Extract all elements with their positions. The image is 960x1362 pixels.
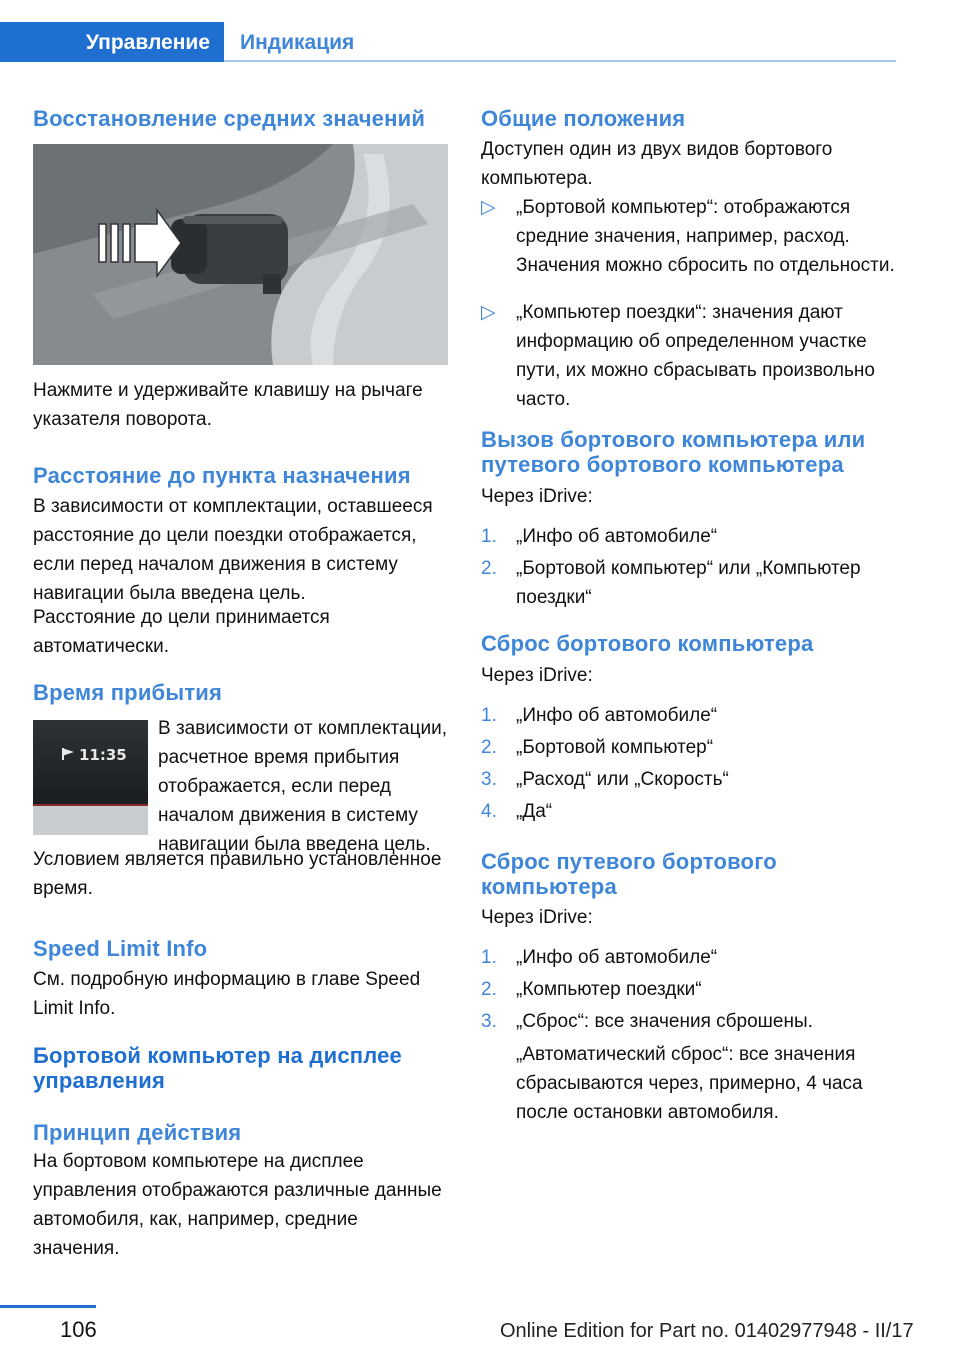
list-number: 1. — [481, 705, 497, 726]
list-item-text: „Бортовой компьютер“ или „Компьютер поездки“ — [516, 558, 861, 608]
bullet-text: „Бортовой компьютер“: отображаются средние значения, например, расход. Значения можно сбросить по отдельности. — [516, 197, 895, 276]
list-number: 1. — [481, 526, 497, 547]
tab-indikatsiya[interactable]: Индикация — [240, 31, 355, 54]
via-idrive-label: Через iDrive: — [481, 907, 593, 928]
arrival-paragraph-2: Условием является правильно установленное время. — [33, 849, 442, 899]
heading-speed-limit-info: Speed Limit Info — [33, 936, 208, 961]
list-item-text: „Компьютер поездки“ — [516, 979, 702, 1000]
flag-icon — [60, 746, 76, 762]
distance-paragraph-2: Расстояние до цели принимается автоматически. — [33, 607, 330, 657]
list-item-text: „Да“ — [516, 801, 553, 822]
header-rule — [224, 60, 896, 62]
list-number: 3. — [481, 1011, 497, 1032]
principle-paragraph: На бортовом компьютере на дисплее управления отображаются различные данные автомобиля, как, например, средние значения. — [33, 1151, 442, 1259]
general-paragraph: Доступен один из двух видов бортового компьютера. — [481, 139, 833, 189]
list-number: 4. — [481, 801, 497, 822]
arrival-paragraph: В зависимости от комплектации, расчетное время прибытия отображается, если перед началом движения в систему навигации была введена цель. — [158, 718, 447, 855]
heading-distance-to-destination: Расстояние до пункта назначения — [33, 463, 411, 488]
edition-footer: Online Edition for Part no. 01402977948 - II/17 — [500, 1320, 914, 1342]
chapter-header — [0, 22, 896, 62]
heading-restore-averages: Восстановление средних значений — [33, 106, 426, 131]
heading-onboard-computer-display: Бортовой компьютер на дисплее управления — [33, 1043, 402, 1093]
page-number: 106 — [60, 1317, 97, 1342]
speed-limit-paragraph: См. подробную информацию в главе Speed Limit Info. — [33, 969, 421, 1019]
clock-time: 11:35 — [79, 746, 127, 764]
list-number: 2. — [481, 737, 497, 758]
list-item-text: „Инфо об автомобиле“ — [516, 947, 718, 968]
stalk-button-photo — [33, 144, 448, 365]
list-number: 1. — [481, 947, 497, 968]
heading-reset-trip: Сброс путевого бортового компьютера — [481, 849, 777, 899]
auto-reset-note: „Автоматический сброс“: все значения сбрасываются через, примерно, 4 часа после остановки автомобиля. — [516, 1044, 863, 1123]
bullet-text: „Компьютер поездки“: значения дают информацию об определенном участке пути, их можно сбрасывать произвольно часто. — [516, 302, 875, 410]
list-number: 2. — [481, 979, 497, 1000]
restore-instruction: Нажмите и удерживайте клавишу на рычаге указателя поворота. — [33, 380, 423, 430]
tab-upravlenie[interactable]: Управление — [0, 22, 224, 62]
heading-reset-onboard: Сброс бортового компьютера — [481, 631, 814, 656]
triangle-bullet-icon: ▷ — [481, 197, 496, 218]
list-item-text: „Бортовой компьютер“ — [516, 737, 714, 758]
list-item-text: „Сброс“: все значения сброшены. — [516, 1011, 813, 1032]
heading-arrival-time: Время прибытия — [33, 680, 223, 705]
via-idrive-label: Через iDrive: — [481, 486, 593, 507]
arrival-time-display-image — [33, 720, 148, 835]
triangle-bullet-icon: ▷ — [481, 302, 496, 323]
heading-principle: Принцип действия — [33, 1120, 242, 1145]
via-idrive-label: Через iDrive: — [481, 665, 593, 686]
list-number: 3. — [481, 769, 497, 790]
distance-paragraph-1: В зависимости от комплектации, оставшееся расстояние до цели поездки отображается, если перед началом движения в систему навигации была введена цель. — [33, 496, 433, 604]
footer-rule — [0, 1305, 96, 1308]
heading-call-computer: Вызов бортового компьютера или путевого бортового компьютера — [481, 427, 866, 477]
list-item-text: „Расход“ или „Скорость“ — [516, 769, 729, 790]
turn-signal-lever-illustration — [33, 144, 448, 365]
heading-general: Общие положения — [481, 106, 686, 131]
list-number: 2. — [481, 558, 497, 579]
list-item-text: „Инфо об автомобиле“ — [516, 526, 718, 547]
list-item-text: „Инфо об автомобиле“ — [516, 705, 718, 726]
